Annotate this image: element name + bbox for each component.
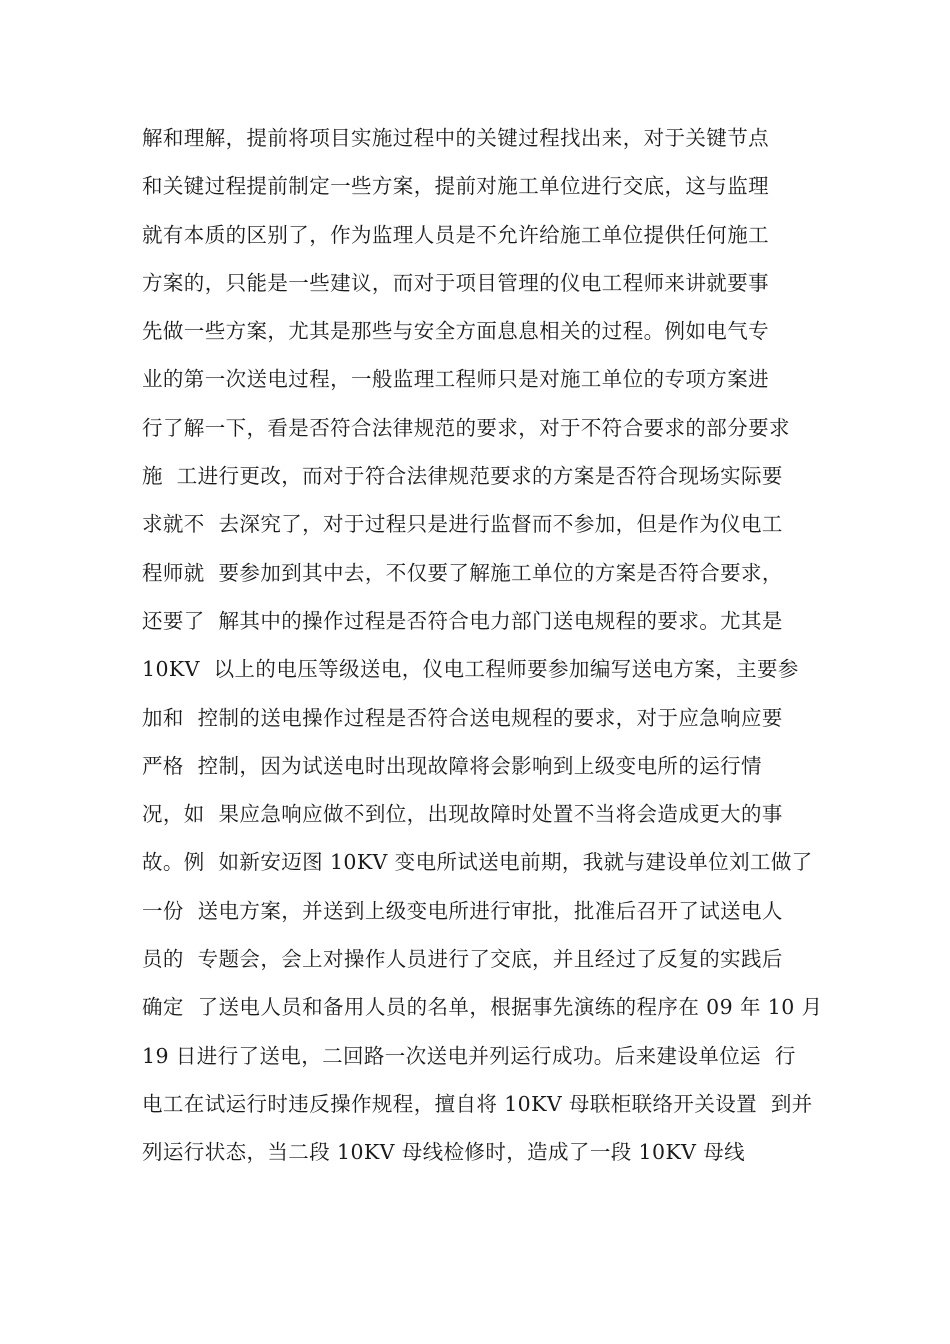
text-line-12: 10KV 以上的电压等级送电，仪电工程师要参加编写送电方案，主要参 [142,657,799,682]
text-line-7: 行了解一下，看是否符合法律规范的要求，对于不符合要求的部分要求 [142,415,790,440]
text-line-18: 员的 专题会，会上对操作人员进行了交底，并且经过了反复的实践后 [142,947,783,972]
text-line-22: 列运行状态，当二段 10KV 母线检修时，造成了一段 10KV 母线 [142,1140,746,1165]
text-line-1: 解和理解，提前将项目实施过程中的关键过程找出来，对于关键节点 [142,126,769,150]
text-line-4: 方案的，只能是一些建议，而对于项目管理的仪电工程师来讲就要事 [142,270,769,295]
text-line-14: 严格 控制，因为试送电时出现故障将会影响到上级变电所的运行情 [142,753,762,778]
text-line-15: 况，如 果应急响应做不到位，出现故障时处置不当将会造成更大的事 [142,802,783,827]
text-line-20: 19 日进行了送电，二回路一次送电并列运行成功。后来建设单位运 行 [142,1043,796,1068]
text-line-17: 一份 送电方案，并送到上级变电所进行审批，批准后召开了试送电人 [142,898,783,923]
text-line-3: 就有本质的区别了，作为监理人员是不允许给施工单位提供任何施工 [142,222,769,247]
text-line-6: 业的第一次送电过程，一般监理工程师只是对施工单位的专项方案进 [142,367,769,392]
text-line-21: 电工在试运行时违反操作规程，擅自将 10KV 母联柜联络开关设置 到并 [142,1091,813,1116]
text-line-10: 程师就 要参加到其中去，不仅要了解施工单位的方案是否符合要求， [142,560,783,585]
text-line-5: 先做一些方案，尤其是那些与安全方面息息相关的过程。例如电气专 [142,319,769,344]
text-line-2: 和关键过程提前制定一些方案，提前对施工单位进行交底，这与监理 [142,174,769,199]
text-line-8: 施 工进行更改，而对于符合法律规范要求的方案是否符合现场实际要 [142,464,783,489]
text-line-13: 加和 控制的送电操作过程是否符合送电规程的要求，对于应急响应要 [142,705,783,730]
text-line-11: 还要了 解其中的操作过程是否符合电力部门送电规程的要求。尤其是 [142,608,783,633]
text-line-16: 故。例 如新安迈图 10KV 变电所试送电前期，我就与建设单位刘工做了 [142,850,813,875]
text-line-9: 求就不 去深究了，对于过程只是进行监督而不参加，但是作为仪电工 [142,512,783,537]
body-text [142,114,832,1177]
text-line-19: 确定 了送电人员和备用人员的名单，根据事先演练的程序在 09 年 10 月 [142,995,823,1020]
